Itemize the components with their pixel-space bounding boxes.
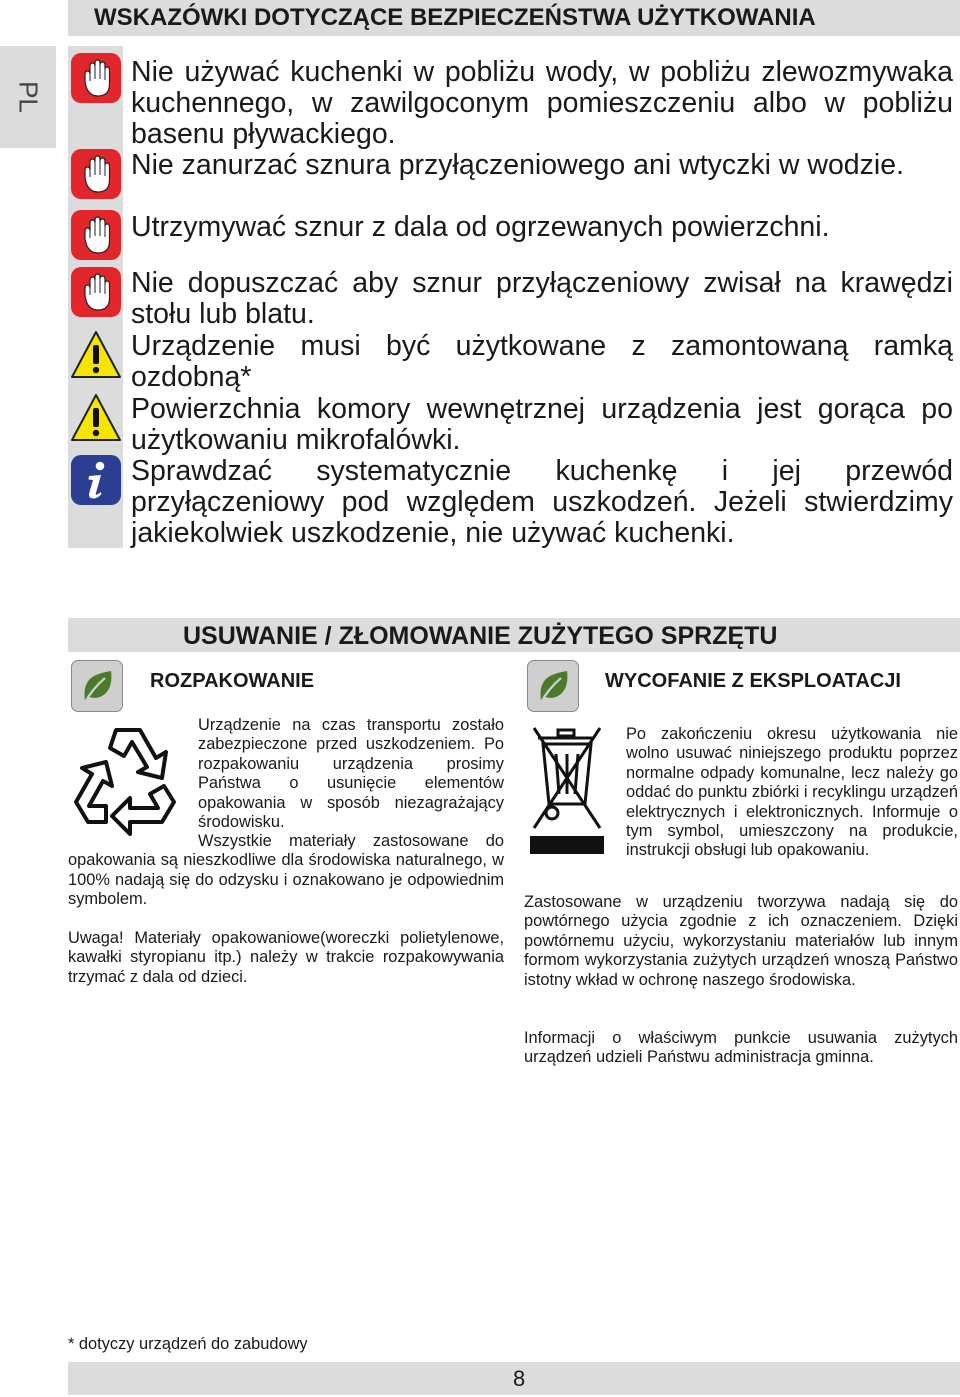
unpacking-heading: ROZPAKOWANIE — [150, 670, 315, 692]
unpacking-warning: Uwaga! Materiały opakowaniowe(woreczki polietylenowe, kawałki styropianu itp.) należy w trakcie rozpakowywania trzymać z dala od dzieci. — [68, 929, 504, 986]
safety-item: Urządzenie musi być użytkowane z zamontowaną ramką ozdobną* — [131, 330, 953, 393]
stop-hand-icon — [70, 52, 122, 104]
decommissioning-paragraph: Zastosowane w urządzeniu tworzywa nadają się do powtórnego użycia zgodnie z ich oznaczeniem. Dzięki powtórnemu użyciu, wykorzystaniu materiałów lub innym formom wykorzystania zużytych urządzeń wnoszą Państwo istotny wkład w ochronę naszego środowiska. — [524, 893, 958, 989]
language-label: PL — [13, 81, 44, 113]
safety-item: Nie używać kuchenki w pobliżu wody, w pobliżu zlewozmywaka kuchennego, w zawilgoconym pomieszczeniu albo w pobliżu basenu pływackiego. — [131, 56, 953, 150]
disposal-heading: USUWANIE / ZŁOMOWANIE ZUŻYTEGO SPRZĘTU — [183, 622, 778, 650]
unpacking-paragraph: Urządzenie na czas transportu zostało zabezpieczone przed uszkodzeniem. Po rozpakowaniu urządzenia prosimy Państwa o usunięcie elementów opakowania w sposób niezagrażający środowisku. — [198, 716, 504, 832]
recycle-icon — [66, 716, 190, 840]
decommissioning-paragraph: Po zakończeniu okresu użytkowania nie wolno usuwać niniejszego produktu poprzez normalne odpady komunalne, lecz należy go oddać do punktu zbiórki i recyklingu urządzeń elektrycznych i elektronicznych. Informuje o tym symbol, umieszczony na produkcie, instrukcji obsługi lub opakowaniu. — [626, 725, 958, 860]
language-tab — [0, 46, 56, 148]
page-number: 8 — [513, 1366, 526, 1391]
stop-hand-icon — [70, 266, 122, 318]
leaf-icon — [71, 660, 123, 712]
stop-hand-icon — [70, 209, 122, 261]
footnote: * dotyczy urządzeń do zabudowy — [68, 1335, 308, 1353]
unpacking-paragraph: Wszystkie materiały zastosowane do opakowania są nieszkodliwe dla środowiska naturalnego, w 100% nadają się do odzysku i oznakowano je odpowiednim symbolem. — [68, 832, 504, 909]
decommissioning-paragraph: Informacji o właściwym punkcie usuwania zużytych urządzeń udzieli Państwu administracja gminna. — [524, 1029, 958, 1067]
safety-item: Sprawdzać systematycznie kuchenkę i jej przewód przyłączeniowy pod względem uszkodzeń. Jeżeli stwierdzimy jakiekolwiek uszkodzenie, nie używać kuchenki. — [131, 455, 953, 549]
page-heading: WSKAZÓWKI DOTYCZĄCE BEZPIECZEŃSTWA UŻYTKOWANIA — [68, 0, 960, 36]
safety-item: Powierzchnia komory wewnętrznej urządzenia jest gorąca po użytkowaniu mikrofalówki. — [131, 393, 953, 456]
warning-triangle-icon — [70, 392, 122, 444]
page-footer — [68, 1362, 960, 1395]
safety-item: Nie dopuszczać aby sznur przyłączeniowy zwisał na krawędzi stołu lub blatu. — [131, 267, 953, 330]
decommissioning-heading: WYCOFANIE Z EKSPLOATACJI — [605, 670, 901, 692]
leaf-icon — [527, 660, 579, 712]
safety-item: Utrzymywać sznur z dala od ogrzewanych powierzchni. — [131, 211, 830, 243]
disposal-heading-band — [68, 618, 960, 652]
info-icon — [70, 454, 122, 506]
warning-triangle-icon — [70, 329, 122, 381]
weee-bin-icon — [528, 716, 606, 858]
stop-hand-icon — [70, 148, 122, 200]
safety-item: Nie zanurzać sznura przyłączeniowego ani wtyczki w wodzie. — [131, 149, 904, 181]
